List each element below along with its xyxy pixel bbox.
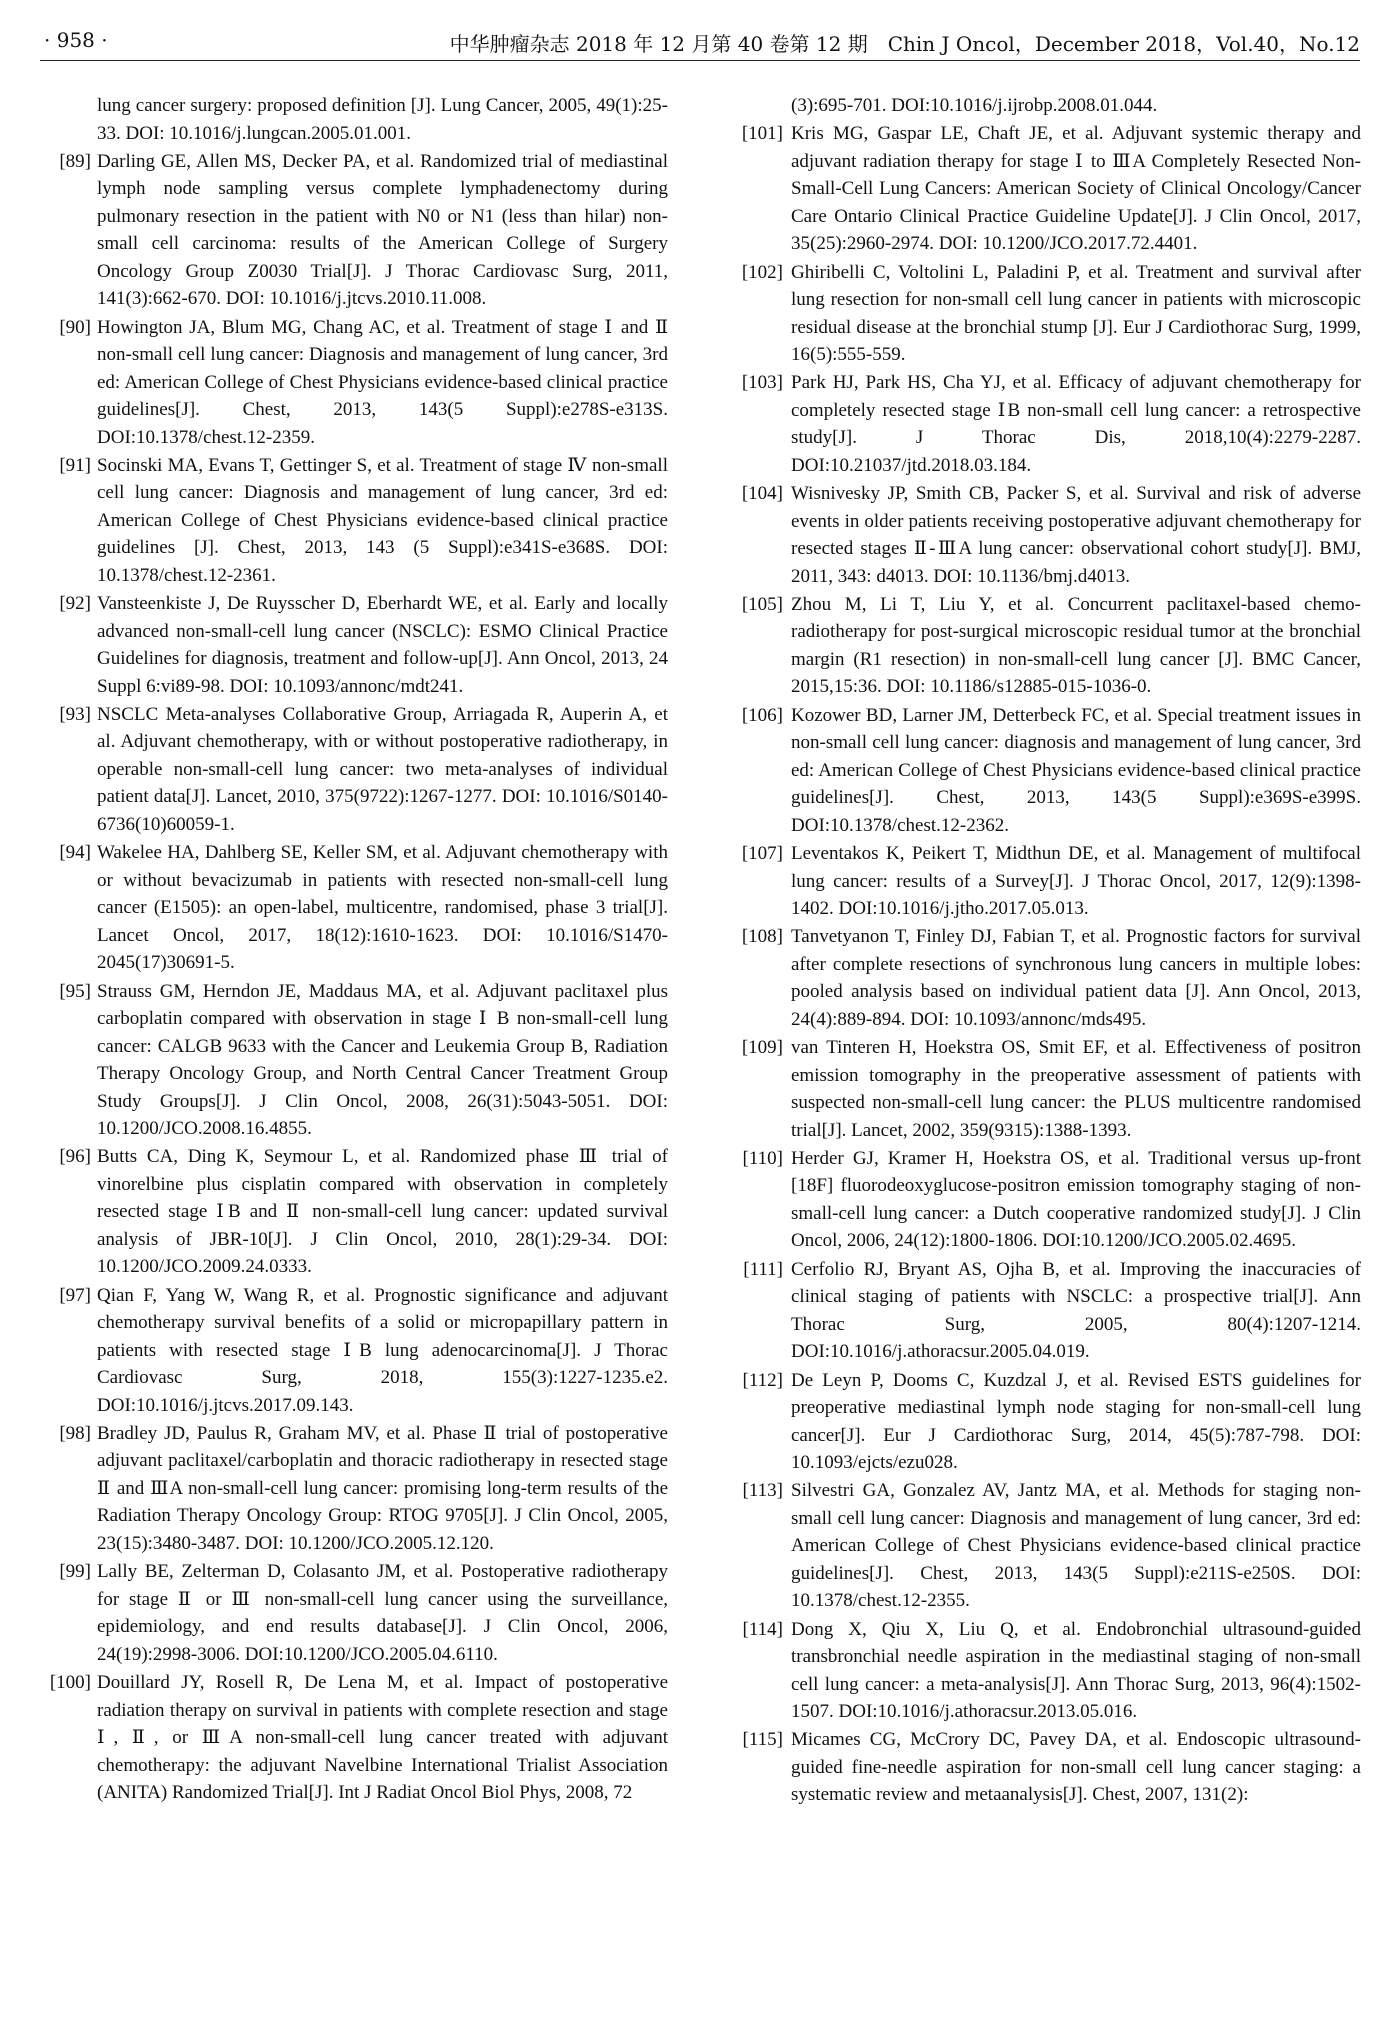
reference-number: [97]: [59, 1284, 91, 1306]
reference-number: [115]: [742, 1729, 783, 1751]
reference-text: Butts CA, Ding K, Seymour L, et al. Randomized phase Ⅲ trial of vinorelbine plus cisplatin compared with observation in completely resected stage ⅠB and Ⅱ non-small-cell lung cancer: updated survival analysis of JBR-10[J]. J Clin Oncol, 2010, 28(1):29-34. DOI: 10.1200/JCO.2009.24.0333.: [97, 1146, 668, 1278]
reference-number: [105]: [741, 593, 783, 615]
reference-text: Strauss GM, Herndon JE, Maddaus MA, et al. Adjuvant paclitaxel plus carboplatin compared with observation in stage Ⅰ B non-small-cell lung cancer: CALGB 9633 with the Cancer and Leukemia Group B, Radiation Therapy Oncology Group, and North Central Cancer Treatment Group Study Groups[J]. J Clin Oncol, 2008, 26(31):5043-5051. DOI: 10.1200/JCO.2008.16.4855.: [97, 980, 668, 1140]
reference-number: [89]: [59, 150, 91, 172]
reference-entry: [721, 92, 1361, 120]
reference-text: Socinski MA, Evans T, Gettinger S, et al. Treatment of stage Ⅳ non-small cell lung cancer: Diagnosis and management of lung cancer, 3rd ed: American College of Chest Physicians evidence-based clinical practice guidelines [J]. Chest, 2013, 143 (5 Suppl):e341S-e368S. DOI: 10.1378/chest.12-2361.: [97, 454, 668, 586]
reference-entry: [25, 1143, 668, 1281]
reference-text: Howington JA, Blum MG, Chang AC, et al. Treatment of stage Ⅰ and Ⅱ non-small cell lung cancer: Diagnosis and management of lung cancer, 3rd ed: American College of Chest Physicians evidence-based clinical practice guidelines[J]. Chest, 2013, 143(5 Suppl):e278S-e313S. DOI:10.1378/chest.12-2359.: [97, 316, 668, 448]
reference-number: [112]: [742, 1369, 783, 1391]
reference-entry: [721, 480, 1361, 590]
reference-text: Kris MG, Gaspar LE, Chaft JE, et al. Adjuvant systemic therapy and adjuvant radiation therapy for stage Ⅰ to ⅢA Completely Resected Non-Small-Cell Lung Cancers: American Society of Clinical Oncology/Cancer Care Ontario Clinical Practice Guideline Update[J]. J Clin Oncol, 2017, 35(25):2960-2974. DOI: 10.1200/JCO.2017.72.4401.: [791, 123, 1361, 255]
reference-entry: [721, 591, 1361, 701]
reference-entry: [25, 314, 668, 452]
reference-number: [107]: [741, 843, 783, 865]
reference-entry: [721, 1726, 1361, 1809]
reference-number: [109]: [741, 1037, 783, 1059]
reference-number: [114]: [742, 1618, 783, 1640]
reference-text: Leventakos K, Peikert T, Midthun DE, et al. Management of multifocal lung cancer: results of a Survey[J]. J Thorac Oncol, 2017, 12(9):1398-1402. DOI:10.1016/j.jtho.2017.05.013.: [791, 843, 1361, 920]
reference-text: Qian F, Yang W, Wang R, et al. Prognostic significance and adjuvant chemotherapy survival benefits of a solid or micropapillary pattern in patients with resected stage ⅠB lung adenocarcinoma[J]. J Thorac Cardiovasc Surg, 2018, 155(3):1227-1235.e2. DOI:10.1016/j.jtcvs.2017.09.143.: [97, 1284, 668, 1416]
journal-citation-line: 中华肿瘤杂志 2018 年 12 月第 40 卷第 12 期 Chin J Oncol，December 2018，Vol.40，No.12: [449, 32, 1360, 56]
reference-entry: [25, 590, 668, 700]
reference-text: Wakelee HA, Dahlberg SE, Keller SM, et al. Adjuvant chemotherapy with or without bevacizumab in patients with resected non-small-cell lung cancer (E1505): an open-label, multicentre, randomised, phase 3 trial[J]. Lancet Oncol, 2017, 18(12):1610-1623. DOI: 10.1016/S1470-2045(17)30691-5.: [97, 842, 668, 974]
reference-text: Silvestri GA, Gonzalez AV, Jantz MA, et al. Methods for staging non-small cell lung cancer: Diagnosis and management of lung cancer, 3rd ed: American College of Chest Physicians evidence-based clinical practice guidelines[J]. Chest, 2013, 143(5 Suppl):e211S-e250S. DOI: 10.1378/chest.12-2355.: [791, 1480, 1361, 1612]
reference-text: Cerfolio RJ, Bryant AS, Ojha B, et al. Improving the inaccuracies of clinical staging of patients with NSCLC: a prospective trial[J]. Ann Thorac Surg, 2005, 80(4):1207-1214. DOI:10.1016/j.athoracsur.2005.04.019.: [791, 1258, 1361, 1363]
reference-entry: [721, 840, 1361, 923]
reference-number: [98]: [59, 1422, 91, 1444]
reference-text: Park HJ, Park HS, Cha YJ, et al. Efficacy of adjuvant chemotherapy for completely resected stage ⅠB non-small cell lung cancer: a retrospective study[J]. J Thorac Dis, 2018,10(4):2279-2287. DOI:10.21037/jtd.2018.03.184.: [791, 372, 1361, 476]
reference-number: [101]: [741, 123, 783, 145]
reference-entry: [721, 369, 1361, 479]
reference-entry: [25, 978, 668, 1143]
reference-number: [100]: [49, 1672, 91, 1694]
reference-text: Tanvetyanon T, Finley DJ, Fabian T, et al. Prognostic factors for survival after complete resections of synchronous lung cancers in multiple lobes: pooled analysis based on individual patient data [J]. Ann Oncol, 2013, 24(4):889-894. DOI: 10.1093/annonc/mds495.: [791, 926, 1361, 1030]
reference-text: Herder GJ, Kramer H, Hoekstra OS, et al. Traditional versus up-front [18F] fluorodeoxyglucose-positron emission tomography staging of non-small-cell lung cancer: a Dutch cooperative randomized study[J]. J Clin Oncol, 2006, 24(12):1800-1806. DOI:10.1200/JCO.2005.02.4695.: [791, 1147, 1361, 1252]
reference-entry: [721, 1477, 1361, 1615]
reference-number: [90]: [59, 316, 91, 338]
reference-number: [110]: [742, 1147, 783, 1169]
reference-number: [111]: [743, 1258, 783, 1280]
reference-entry: [25, 452, 668, 590]
reference-entry: [25, 701, 668, 839]
reference-text: Bradley JD, Paulus R, Graham MV, et al. Phase Ⅱ trial of postoperative adjuvant paclitaxel/carboplatin and thoracic radiotherapy in resected stage Ⅱ and ⅢA non-small-cell lung cancer: promising long-term results of the Radiation Therapy Oncology Group: RTOG 9705[J]. J Clin Oncol, 2005, 23(15):3480-3487. DOI: 10.1200/JCO.2005.12.120.: [97, 1422, 668, 1554]
reference-entry: [721, 120, 1361, 258]
reference-text: Dong X, Qiu X, Liu Q, et al. Endobronchial ultrasound-guided transbronchial needle aspiration in the mediastinal staging of non-small cell lung cancer: a meta-analysis[J]. Ann Thorac Surg, 2013, 96(4):1502-1507. DOI:10.1016/j.athoracsur.2013.05.016.: [791, 1618, 1361, 1723]
reference-text: Kozower BD, Larner JM, Detterbeck FC, et al. Special treatment issues in non-small cell lung cancer: diagnosis and management of lung cancer, 3rd ed: American College of Chest Physicians evidence-based clinical practice guidelines[J]. Chest, 2013, 143(5 Suppl):e369S-e399S. DOI:10.1378/chest.12-2362.: [791, 704, 1361, 836]
reference-text: Douillard JY, Rosell R, De Lena M, et al. Impact of postoperative radiation therapy on survival in patients with complete resection and stage Ⅰ, Ⅱ, or ⅢA non-small-cell lung cancer treated with adjuvant chemotherapy: the adjuvant Navelbine International Trialist Association (ANITA) Randomized Trial[J]. Int J Radiat Oncol Biol Phys, 2008, 72: [97, 1672, 668, 1804]
reference-number: [96]: [59, 1146, 91, 1168]
reference-entry: [721, 259, 1361, 369]
reference-number: [108]: [741, 926, 783, 948]
reference-text: Wisnivesky JP, Smith CB, Packer S, et al. Survival and risk of adverse events in older patients receiving postoperative adjuvant chemotherapy for resected stages Ⅱ-ⅢA lung cancer: observational cohort study[J]. BMJ, 2011, 343: d4013. DOI: 10.1136/bmj.d4013.: [791, 483, 1361, 587]
reference-number: [91]: [59, 454, 91, 476]
reference-entry: [25, 1669, 668, 1807]
reference-text: van Tinteren H, Hoekstra OS, Smit EF, et al. Effectiveness of positron emission tomography in the preoperative assessment of patients with suspected non-small-cell lung cancer: the PLUS multicentre randomised trial[J]. Lancet, 2002, 359(9315):1388-1393.: [791, 1037, 1361, 1141]
reference-entry: [25, 1558, 668, 1668]
reference-number: [99]: [59, 1561, 91, 1583]
reference-text: Ghiribelli C, Voltolini L, Paladini P, et al. Treatment and survival after lung resection for non-small cell lung cancer in patients with microscopic residual disease at the bronchial stump [J]. Eur J Cardiothorac Surg, 1999, 16(5):555-559.: [791, 261, 1361, 366]
reference-text: Zhou M, Li T, Liu Y, et al. Concurrent paclitaxel-based chemo-radiotherapy for post-surgical microscopic residual tumor at the bronchial margin (R1 resection) in non-small-cell lung cancer [J]. BMC Cancer, 2015,15:36. DOI: 10.1186/s12885-015-1036-0.: [791, 593, 1361, 698]
page-number: · 958 ·: [44, 28, 108, 52]
reference-text: Vansteenkiste J, De Ruysscher D, Eberhardt WE, et al. Early and locally advanced non-small-cell lung cancer (NSCLC): ESMO Clinical Practice Guidelines for diagnosis, treatment and follow-up[J]. Ann Oncol, 2013, 24 Suppl 6:vi89-98. DOI: 10.1093/annonc/mdt241.: [97, 593, 668, 697]
reference-text: De Leyn P, Dooms C, Kuzdzal J, et al. Revised ESTS guidelines for preoperative mediastinal lymph node staging for non-small-cell lung cancer[J]. Eur J Cardiothorac Surg, 2014, 45(5):787-798. DOI: 10.1093/ejcts/ezu028.: [791, 1369, 1361, 1474]
reference-column-left: [25, 92, 668, 1807]
reference-entry: [721, 1034, 1361, 1144]
reference-entry: [25, 1420, 668, 1558]
page-header: [40, 24, 1360, 61]
reference-entry: [25, 92, 668, 147]
reference-number: [93]: [59, 703, 91, 725]
reference-entry: [25, 839, 668, 977]
reference-entry: [721, 702, 1361, 840]
reference-number: [106]: [741, 704, 783, 726]
reference-number: [103]: [741, 372, 783, 394]
reference-text: (3):695-701. DOI:10.1016/j.ijrobp.2008.01.044.: [791, 95, 1158, 116]
reference-number: [94]: [59, 842, 91, 864]
reference-number: [104]: [741, 483, 783, 505]
reference-number: [95]: [59, 980, 91, 1002]
reference-text: NSCLC Meta-analyses Collaborative Group, Arriagada R, Auperin A, et al. Adjuvant chemotherapy, with or without postoperative radiotherapy, in operable non-small-cell lung cancer: two meta-analyses of individual patient data[J]. Lancet, 2010, 375(9722):1267-1277. DOI: 10.1016/S0140-6736(10)60059-1.: [97, 703, 668, 835]
reference-text: lung cancer surgery: proposed definition [J]. Lung Cancer, 2005, 49(1):25-33. DOI: 10.1016/j.lungcan.2005.01.001.: [97, 95, 668, 144]
reference-entry: [721, 923, 1361, 1033]
reference-text: Lally BE, Zelterman D, Colasanto JM, et al. Postoperative radiotherapy for stage Ⅱ or Ⅲ non-small-cell lung cancer using the surveillance, epidemiology, and end results database[J]. J Clin Oncol, 2006, 24(19):2998-3006. DOI:10.1200/JCO.2005.04.6110.: [97, 1561, 668, 1665]
reference-number: [113]: [742, 1480, 783, 1502]
reference-text: Micames CG, McCrory DC, Pavey DA, et al. Endoscopic ultrasound-guided fine-needle aspiration for non-small cell lung cancer staging: a systematic review and metaanalysis[J]. Chest, 2007, 131(2):: [791, 1729, 1361, 1806]
reference-entry: [721, 1616, 1361, 1726]
reference-entry: [721, 1256, 1361, 1366]
reference-entry: [721, 1145, 1361, 1255]
reference-text: Darling GE, Allen MS, Decker PA, et al. Randomized trial of mediastinal lymph node sampling versus complete lymphadenectomy during pulmonary resection in the patient with N0 or N1 (less than hilar) non-small cell carcinoma: results of the American College of Surgery Oncology Group Z0030 Trial[J]. J Thorac Cardiovasc Surg, 2011, 141(3):662-670. DOI: 10.1016/j.jtcvs.2010.11.008.: [97, 150, 668, 310]
reference-entry: [25, 148, 668, 313]
reference-number: [92]: [59, 593, 91, 615]
reference-column-right: [721, 92, 1361, 1810]
reference-entry: [25, 1282, 668, 1420]
reference-entry: [721, 1367, 1361, 1477]
reference-number: [102]: [741, 261, 783, 283]
